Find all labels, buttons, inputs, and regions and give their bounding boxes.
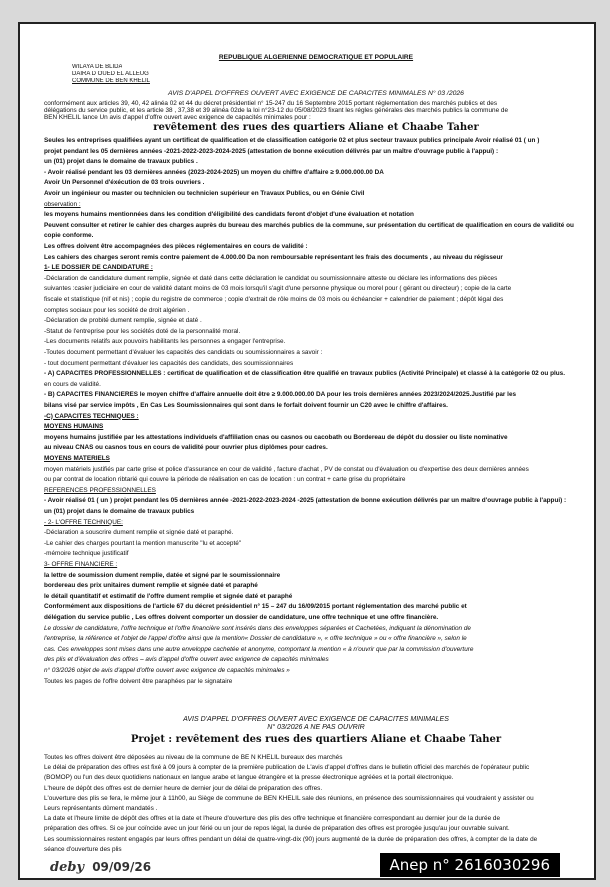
body-line: ou par contrat de location ribtarié qui couvre la période de réalisation en cas de location : un contrat + carte grise du propriétaire	[44, 476, 406, 484]
body-line: REFERENCES PROFESSIONNELLES	[44, 486, 156, 494]
closing-line: Toutes les offres doivent être déposées au niveau de la commune de BE N KHELIL bureaux des marchés	[44, 754, 343, 761]
intro-line: conformément aux articles 39, 40, 42 alinéa 02 et 44 du décret présidentiel n° 15-247 du 16 Septembre 2015 portant réglementation des marchés publics et des	[44, 100, 498, 107]
body-line: 3- OFFRE FINANCIERE :	[44, 561, 118, 568]
body-line: délégation du service public , Les offres doivent comporter un dossier de candidature, une offre technique et une offre financière.	[44, 614, 439, 621]
body-line: un (01) projet dans le domaine de travaux publics .	[44, 158, 198, 166]
body-line: l'entreprise, la référence et l'objet de l'appel d'offre ainsi que la mention« Dossier de candidature », « offre technique » ou « offre financière », selon le	[44, 635, 467, 643]
newspaper-footer	[50, 860, 151, 875]
body-line: -Le cahier des charges pourtant la mention manuscrite "lu et accepté"	[44, 539, 242, 547]
body-line: en cours de validité.	[44, 380, 101, 388]
body-line: cas. Ces enveloppes sont mises dans une autre enveloppe cachetée et anonyme, comportant la mention « à n'ouvrir que par la commission d'ouverture	[44, 645, 474, 653]
body-line: n° 03/2026 objet de avis d'appel d'offre ouvert avec exigence de capacités minimales »	[44, 667, 290, 674]
body-line: - A) CAPACITES PROFESSIONNELLES : certificat de qualification et de classification être qualifié en travaux publics (Activité Principale) et classé à la catégorie 02 ou plus.	[44, 370, 565, 378]
anep-reference: Anep n° 2616030296	[380, 853, 561, 877]
body-line: Les offres doivent être accompagnées des pièces réglementaires en cours de validité :	[44, 243, 308, 250]
body-line: observation :	[44, 200, 81, 208]
project-title: revêtement des rues des quartiers Aliane et Chaabe Taher	[153, 122, 479, 133]
commune-label: COMMUNE DE BEN KHELIL	[72, 78, 151, 84]
body-line: bordereau des prix unitaires dument remplie et signée daté et paraphé	[44, 582, 258, 590]
body-line: Peuvent consulter et retirer le cahier des charges auprès du bureau des marchés publics de la commune, sur présentation du certificat de qualification en cours de validité ou	[44, 221, 574, 229]
republic-heading: REPUBLIQUE ALGERIENNE DEMOCRATIQUE ET POPULAIRE	[218, 54, 414, 61]
body-line: suivantes :casier judiciaire en cour de validité datant moins de 03 mois lorsqu'il s'agit d'une personne physique ou morel pour ( gérant ou directeur) ; copie de la carte	[44, 285, 512, 293]
body-line: - tout document permettant d'évaluer les capacités des candidats, des soumissionnaires	[44, 359, 294, 367]
body-line: un (01) projet dans le domaine de travaux publics	[44, 508, 195, 515]
body-line: - B) CAPACITES FINANCIERES le moyen chiffre d'affaire annuelle doit être ≥ 9.000.000.00 DA pour les trois dernières années 2023/2024/2025.Justifié par les	[44, 391, 517, 399]
body-line: moyens humains justifiée par les attestations individuels d'affiliation cnas ou casnos ou cacobath ou Bordereau de dépôt du dossier ou liste nominative	[44, 433, 508, 441]
publication-date: 09/09/26	[92, 860, 152, 874]
closing-line: L'heure de dépôt des offres est de dernier heure de dernier jour de délai de préparation des offres.	[44, 784, 323, 792]
body-line: les moyens humains mentionnées dans les condition d'éligibilité des candidats feront d'objet d'une évaluation et notation	[44, 211, 414, 219]
body-line: -Toutes document permettant d'évaluer les capacités des candidats ou soumissionnaires a savoir :	[44, 349, 323, 356]
body-line: -Déclaration a souscrire dument remplie et signée daté et paraphé.	[44, 529, 234, 537]
body-line: des plis et d'évaluation des offres – avis d'appel d'offre ouvert avec exigence de capacités minimales	[44, 656, 329, 664]
body-line: -Les documents relatifs aux pouvoirs habilitants les personnes a engager l'entreprise.	[44, 338, 286, 346]
closing-line: séance d'ouverture des plis	[44, 845, 122, 853]
repeat-title: AVIS D'APPEL D'OFFRES OUVERT AVEC EXIGENCE DE CAPACITES MINIMALES	[183, 716, 449, 723]
body-line: -mémoire technique justificatif	[44, 550, 129, 558]
body-line: -Déclaration de candidature dument remplie, signée et daté dans cette déclaration le candidat ou soumissionnaire atteste ou déclare les informations des pièces	[44, 274, 498, 282]
body-line: Le dossier de candidature, l'offre technique et l'offre financière sont insérés dans des enveloppes séparées et Cachetées, indiquant la dénomination de	[44, 624, 471, 632]
body-line: bilans visé par service impôts , En Cas Les Soumissionnaires qui sont dans le forfait doivent fournir un C20 avec le chiffre d'affaires.	[44, 402, 448, 409]
body-line: - 2- L'OFFRE TECHNIQUE:	[44, 518, 123, 526]
body-line: le détail quantitatif et estimatif de l'offre dument remplie et signée daté et paraphé	[44, 592, 293, 600]
closing-line: (BOMOP) ou l'un des deux quotidiens nationaux en langue arabe et langue étrangère et la presse électronique agréées et la portail électronique.	[44, 774, 454, 782]
notice-body	[44, 30, 588, 872]
body-line: Avoir un ingénieur ou master ou technicien ou technicien supérieur en Travaux Publics, ou en Génie Civil	[44, 190, 365, 197]
body-line: Conformément aux dispositions de l'article 67 du décret présidentiel n° 15 – 247 du 16/09/2015 portant réglementation des marché public et	[44, 603, 467, 611]
body-line: - Avoir réalisé 01 ( un ) projet pendant les 05 dernières année -2021-2022-2023-2024 -2025 (attestation de bonne exécution délivrés par un maître d'ouvrage public à l'appui) :	[44, 497, 567, 505]
tender-notice	[18, 22, 596, 880]
newspaper-logo: deby	[50, 860, 85, 875]
body-line: - Avoir réalisé pendant les 03 dernières années (2023-2024-2025) un moyen du chiffre d'affaire ≥ 9.000.000.00 DA	[44, 168, 384, 176]
body-line: Avoir Un Personnel d'éxécution de 03 trois ouvriers .	[44, 179, 205, 187]
body-line: comptes sociaux pour les société de droit algérien .	[44, 306, 190, 314]
notice-title: AVIS D'APPEL D'OFFRES OUVERT AVEC EXIGENCE DE CAPACITES MINIMALES N° 03 /2026	[168, 90, 464, 97]
scan-top-edge	[0, 0, 610, 22]
body-line: Les cahiers des charges seront remis contre paiement de 4.000.00 Da non remboursable représentant les frais des documents , au niveau du régisseur	[44, 253, 503, 261]
body-line: -Déclaration de probité dument remplie, signée et daté .	[44, 317, 202, 325]
closing-line: Le délai de préparation des offres est fixé à 09 jours à compter de la première publication de L'avis d'appel d'offres dans le bulletin officiel des marchés de l'opérateur public	[44, 764, 530, 772]
body-line: Toutes les pages de l'offre doivent être paraphées par le signataire	[44, 677, 233, 685]
closing-line: préparation des offres. Si ce jour coïncide avec un jour férié ou un jour de repos légal, la durée de préparation des offres est prorogée jusqu'au jour ouvrable suivant.	[44, 825, 510, 833]
intro-line: délégations du service public, et les article 38 , 37,38 et 39 alinéa 02de la loi n°23-12 du 05/08/2023 fixant les régles générales des marchés publics la commune de	[44, 107, 509, 114]
project-label: Projet : revêtement des rues des quartiers Aliane et Chaabe Taher	[130, 734, 502, 745]
body-line: la lettre de soumission dument remplie, datée et signé par le soumissionnaire	[44, 571, 281, 579]
daira-label: DAIRA D OUED EL ALLEUG	[72, 71, 149, 77]
body-line: MOYENS MATERIELS	[44, 455, 110, 462]
body-line: copie conforme.	[44, 232, 94, 240]
body-line: -Statut de l'entreprise pour les sociétés doté de la personnalité moral.	[44, 327, 241, 335]
body-line: projet pendant les 05 dernières années -2021-2022-2023-2024-2025 (attestation de bonne exécution délivrés par un maître d'ouvrage public à l'appui) :	[44, 147, 499, 155]
closing-line: Les soumissionnaires restent engagés par leurs offres pendant un délai de quatre-vingt-dix (90) jours augmenté de la durée de préparation des offres, à compter de la date de	[44, 835, 538, 843]
body-line: Seules les entreprises qualifiées ayant un certificat de qualification et de classification catégorie 02 et plus secteur travaux publics principale Avoir réalisé 01 ( un )	[44, 137, 540, 144]
body-line: 1- LE DOSSIER DE CANDIDATURE :	[44, 264, 153, 272]
body-line: -C) CAPACITES TECHNIQUES :	[44, 412, 139, 420]
body-line: moyen matériels justifiés par carte grise et police d'assurance en cour de validité , facture d'achat , PV de constat ou d'évaluation ou d'expertise des deux dernières années	[44, 465, 529, 473]
closing-line: L'ouverture des plis se fera, le même jour à 11h00, au Siège de commune de BEN KHELIL sale des réunions, en présence des soumissionnaires qui voudraient y assister ou	[44, 794, 534, 802]
body-line: fiscale et statistique (nif et nis) ; copie du registre de commerce ; copie d'extrait de rôle moins de 03 mois ou échéancier + calendrier de paiement ; dépôt légal des	[44, 296, 504, 303]
body-line: au niveau CNAS ou casnos tous en cours de validité pour ouvrier plus diplômes pour cadres.	[44, 444, 328, 452]
repeat-reference: N° 03/2026 A NE PAS OUVRIR	[267, 724, 365, 731]
intro-line: BEN KHELIL lance Un avis d'appel d'offre ouvert avec exigence de capacités minimales pour :	[44, 114, 311, 121]
wilaya-label: WILAYA DE BLIDA	[72, 64, 123, 70]
body-line: MOYENS HUMAINS	[44, 423, 104, 431]
closing-line: La date et l'heure limite de dépôt des offres et la date et l'heure d'ouverture des plis des offre technique et financière correspondant au dernier jour de la durée de	[44, 815, 501, 823]
closing-line: Leurs représentants dûment mandatés .	[44, 805, 158, 812]
